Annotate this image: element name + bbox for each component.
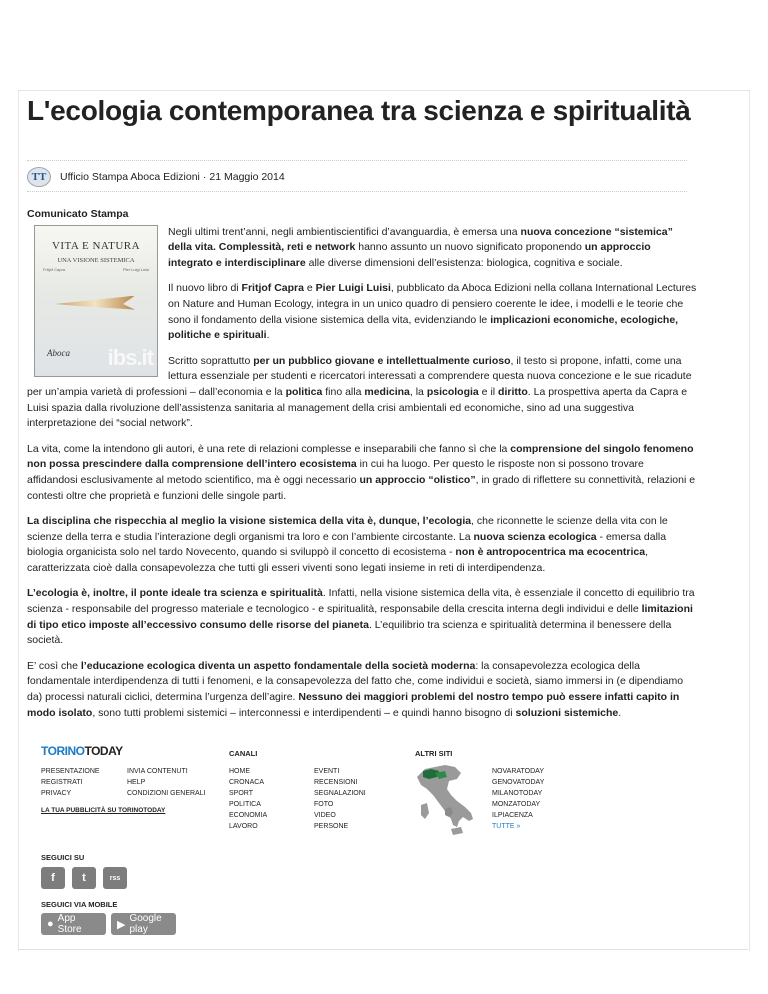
watermark: ibs.it — [107, 345, 153, 370]
channel-link[interactable]: POLITICA — [229, 801, 261, 808]
apple-icon: ● — [47, 918, 54, 930]
book-author-right: Pier Luigi Luisi — [122, 266, 149, 272]
footer-links-col2 — [127, 766, 206, 799]
article-body — [27, 207, 697, 731]
channel-link[interactable]: HOME — [229, 768, 250, 775]
book-author-left: Fritjof Capra — [43, 266, 66, 272]
publish-date: 21 Maggio 2014 — [209, 171, 285, 183]
play-icon: ▶ — [117, 918, 126, 931]
site-link[interactable]: GENOVATODAY — [492, 779, 545, 786]
publisher-logo: Aboca — [47, 348, 70, 358]
site-link[interactable]: MILANOTODAY — [492, 790, 543, 797]
channel-link[interactable]: CRONACA — [229, 779, 265, 786]
paragraph: Scritto soprattutto per un pubblico giovane e intellettualmente curioso, il testo si propone, infatti, come una lettura essenziale per studenti e ricercatori interessati a comprendere questa nuova concezione e le sue ricadute per un’ampia varietà di professioni – dall’economia e la politica fino alla medicina, la psicologia e il diritto. La prospettiva aperta da Capra e Luisi spazia dalla rivoluzione dell’assistenza sanitaria al management della crisi ambientali ed economiche, sino ad una suggestiva interpretazione dei “social network”. — [27, 354, 692, 430]
altri-siti-list — [492, 766, 544, 832]
paragraph: Il nuovo libro di Fritjof Capra e Pier Luigi Luisi, pubblicato da Aboca Edizioni nella collana International Lectures on Nature and Human Ecology, integra in un unico quadro di pensiero coerente le idee, i modelli e le teorie che sono il fondamento della visione sistemica della vita, evidenziando le implicazioni economiche, ecologiche, politiche e spirituali. — [168, 282, 697, 342]
footer-link[interactable]: HELP — [127, 779, 146, 786]
divider — [27, 160, 687, 161]
paragraph: La vita, come la intendono gli autori, è una rete di relazioni complesse e inseparabili che fanno sì che la comprensione del singolo fenomeno non possa prescindere dalla comprensione dell’intero ecosistema in cui ha luogo. Per questo le risposte non si possono trovare affidandosi esclusivamente al metodo scientifico, ma è oggi necessario un approccio “olistico”, in grado di riflettere su connettività, relazioni e contesti oltre che proprietà e funzioni delle singole parti. — [27, 442, 696, 502]
italy-map-icon[interactable] — [415, 763, 477, 841]
book-subtitle: UNA VISIONE SISTEMICA — [57, 256, 135, 264]
canali-col2 — [314, 766, 366, 832]
paragraph: L’ecologia è, inoltre, il ponte ideale tra scienza e spiritualità. Infatti, nella visione sistemica della vita, è essenziale il concetto di equilibrio tra scienza - responsabile del progresso materiale e tecnologico - e spiritualità, responsabile della crescita interna degli individui e delle limitazioni di tipo etico imposte all’eccessivo consumo delle risorse del pianeta. L’equilibrio tra scienza e spiritualità determina il benessere della società. — [27, 587, 695, 647]
channel-link[interactable]: SEGNALAZIONI — [314, 790, 366, 797]
site-logo[interactable]: TORINOTODAY — [41, 744, 123, 758]
canali-col1 — [229, 766, 267, 832]
divider — [27, 191, 687, 192]
canali-heading: CANALI — [229, 749, 258, 758]
site-link[interactable]: NOVARATODAY — [492, 768, 544, 775]
article-title: L'ecologia contemporanea tra scienza e spiritualità — [27, 95, 691, 126]
paragraph: La disciplina che rispecchia al meglio la visione sistemica della vita è, dunque, l’ecologia, che riconnette le scienze della vita con le scienze della terra e studia l’interazione degli organismi tra loro e con l’ambiente circostante. La nuova scienza ecologica - emersa dalla biologia organicista solo nel tardo Novecento, quando si sviluppò il concetto di ecosistema - non è antropocentrica ma ecocentrica, caratterizzata cioè dalla consapevolezza che tutti gli esseri viventi sono legati insieme in reti di interdipendenza. — [27, 515, 668, 574]
channel-link[interactable]: EVENTI — [314, 768, 340, 775]
section-label: Comunicato Stampa — [27, 208, 129, 220]
advertising-link[interactable]: LA TUA PUBBLICITÀ SU TORINOTODAY — [41, 807, 166, 814]
book-cover-illustration — [55, 296, 135, 310]
channel-link[interactable]: FOTO — [314, 801, 334, 808]
channel-link[interactable]: SPORT — [229, 790, 253, 797]
channel-link[interactable]: LAVORO — [229, 823, 258, 830]
book-cover-image[interactable] — [34, 225, 158, 377]
app-store-label: App Store — [57, 913, 82, 935]
altri-siti-heading: ALTRI SITI — [415, 749, 453, 758]
channel-link[interactable]: RECENSIONI — [314, 779, 358, 786]
facebook-icon[interactable]: f — [41, 867, 65, 889]
byline — [27, 167, 285, 187]
author-name[interactable]: Ufficio Stampa Aboca Edizioni — [60, 171, 200, 183]
channel-link[interactable]: VIDEO — [314, 812, 336, 819]
byline-separator: · — [202, 171, 207, 183]
footer-divider — [18, 949, 748, 950]
app-store-badge[interactable] — [41, 913, 106, 935]
book-title: VITA E NATURA — [51, 239, 141, 252]
footer-link[interactable]: PRIVACY — [41, 790, 72, 797]
site-link[interactable]: MONZATODAY — [492, 801, 541, 808]
paragraph: Negli ultimi trent’anni, negli ambientiscientifici d’avanguardia, è emersa una nuova concezione “sistemica” della vita. Complessità, reti e network hanno assunto un nuovo significato proponendo un approccio integrato e interdisciplinare alle diverse dimensioni dell’esistenza: biologica, cognitiva e sociale. — [168, 225, 673, 269]
channel-link[interactable]: PERSONE — [314, 823, 349, 830]
rss-icon[interactable]: rss — [103, 867, 127, 889]
footer-links-col1 — [41, 766, 100, 799]
site-link[interactable]: ILPIACENZA — [492, 812, 533, 819]
footer-link[interactable]: CONDIZIONI GENERALI — [127, 790, 206, 797]
footer-link[interactable]: PRESENTAZIONE — [41, 768, 100, 775]
google-play-badge[interactable] — [111, 913, 176, 935]
mobile-heading: SEGUICI VIA MOBILE — [41, 900, 118, 909]
footer-link[interactable]: REGISTRATI — [41, 779, 83, 786]
author-avatar[interactable]: TT — [27, 167, 51, 187]
google-play-label: Google play — [129, 913, 162, 935]
footer-link[interactable]: INVIA CONTENUTI — [127, 768, 188, 775]
channel-link[interactable]: ECONOMIA — [229, 812, 268, 819]
twitter-icon[interactable]: t — [72, 867, 96, 889]
paragraph: E’ così che l’educazione ecologica diventa un aspetto fondamentale della società moderna: la consapevolezza ecologica della fondamentale interdipendenza di tutti i fenomeni, e la consapevolezza del fatto che, come individui e società, siamo immersi in (e dipendiamo da) processi naturali ciclici, determina l’urgenza dell’agire. Nessuno dei maggiori problemi del nostro tempo può essere infatti capito in modo isolato, sono tutti problemi sistemici – interconnessi e interdipendenti – e quindi hanno bisogno di soluzioni sistemiche. — [27, 659, 684, 719]
follow-heading: SEGUICI SU — [41, 853, 85, 862]
all-sites-link[interactable]: TUTTE » — [492, 823, 521, 830]
